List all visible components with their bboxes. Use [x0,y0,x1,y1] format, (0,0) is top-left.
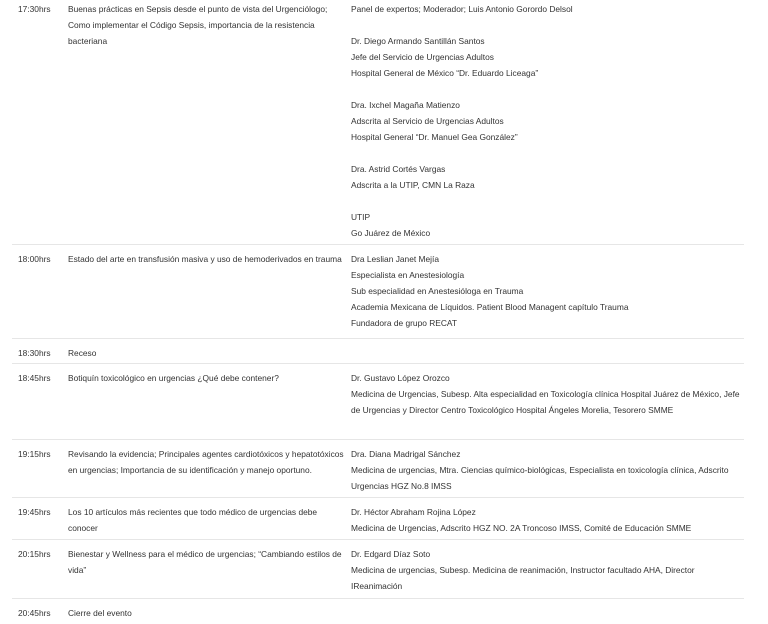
table-row [12,540,744,599]
spacer [351,145,744,161]
spacer [351,17,744,33]
table-row [12,498,744,540]
speaker-line: Adscrita a la UTIP, CMN La Raza [351,180,475,190]
speaker-cell [351,1,744,244]
time-cell: 18:00hrs [18,254,51,264]
speaker-line: Dr. Héctor Abraham Rojina López [351,507,476,517]
table-row [12,339,744,364]
spacer [351,81,744,97]
table-row [12,245,744,339]
speaker-line: Medicina de urgencias, Subesp. Medicina de reanimación, Instructor facultado AHA, Director IReanimación [351,565,695,591]
table-row [12,440,744,498]
speaker-cell [351,546,744,598]
speaker-line: Sub especialidad en Anestesióloga en Trauma [351,286,524,296]
speaker-line: Go Juárez de México [351,228,431,238]
topic-cell: Revisando la evidencia; Principales agentes cardiotóxicos y hepatotóxicos en urgencias; Importancia de su identificación y manejo oportuno. [68,449,344,475]
topic-cell: Buenas prácticas en Sepsis desde el punto de vista del Urgenciólogo; Como implementar el Código Sepsis, importancia de la resistencia bacteriana [68,4,328,46]
speaker-cell [351,504,744,539]
speaker-cell [351,345,744,363]
speaker-line: Dr. Diego Armando Santillán Santos [351,36,485,46]
time-cell: 19:15hrs [18,449,51,459]
time-cell: 18:45hrs [18,373,51,383]
speaker-line: Hospital General de México “Dr. Eduardo Liceaga” [351,68,539,78]
speaker-line: Fundadora de grupo RECAT [351,318,457,328]
time-cell: 20:15hrs [18,549,51,559]
topic-cell: Botiquín toxicológico en urgencias ¿Qué debe contener? [68,373,279,383]
speaker-line: Hospital General “Dr. Manuel Gea González” [351,132,518,142]
time-cell: 20:45hrs [18,608,51,618]
speaker-line: Jefe del Servicio de Urgencias Adultos [351,52,494,62]
speaker-line: Dra. Diana Madrigal Sánchez [351,449,461,459]
speaker-line: Adscrita al Servicio de Urgencias Adultos [351,116,504,126]
topic-cell: Bienestar y Wellness para el médico de urgencias; “Cambiando estilos de vida” [68,549,342,575]
time-cell: 19:45hrs [18,507,51,517]
speaker-line: Dra. Astrid Cortés Vargas [351,164,446,174]
speaker-line: Especialista en Anestesiología [351,270,465,280]
spacer [351,193,744,209]
speaker-cell [351,251,744,338]
speaker-cell [351,370,744,439]
table-row [12,599,744,623]
speaker-line: Medicina de Urgencias, Subesp. Alta especialidad en Toxicología clínica Hospital Juárez de México, Jefe de Urgencias y Director Centro Toxicológico Hospital Ángeles Morelia, Tesorero SMME [351,389,740,415]
speaker-line: UTIP [351,212,371,222]
table-row [12,364,744,440]
speaker-line: Dr. Edgard Díaz Soto [351,549,431,559]
time-cell: 17:30hrs [18,4,51,14]
table-row [12,0,744,245]
schedule-table [12,0,744,623]
speaker-cell [351,446,744,497]
speaker-line: Medicina de Urgencias, Adscrito HGZ NO. 2A Troncoso IMSS, Comité de Educación SMME [351,523,692,533]
time-cell: 18:30hrs [18,348,51,358]
speaker-line: Dra Leslian Janet Mejía [351,254,439,264]
speaker-line: Medicina de urgencias, Mtra. Ciencias químico-biológicas, Especialista en toxicología clínica, Adscrito Urgencias HGZ No.8 IMSS [351,465,729,491]
topic-cell: Cierre del evento [68,608,132,618]
speaker-cell [351,605,744,623]
topic-cell: Receso [68,348,97,358]
topic-cell: Los 10 artículos más recientes que todo médico de urgencias debe conocer [68,507,318,533]
speaker-line: Dr. Gustavo López Orozco [351,373,450,383]
speaker-line: Dra. Ixchel Magaña Matienzo [351,100,460,110]
speaker-line: Panel de expertos; Moderador; Luis Antonio Gorordo Delsol [351,4,573,14]
topic-cell: Estado del arte en transfusión masiva y uso de hemoderivados en trauma [68,254,342,264]
speaker-line: Academia Mexicana de Líquidos. Patient Blood Managent capítulo Trauma [351,302,629,312]
